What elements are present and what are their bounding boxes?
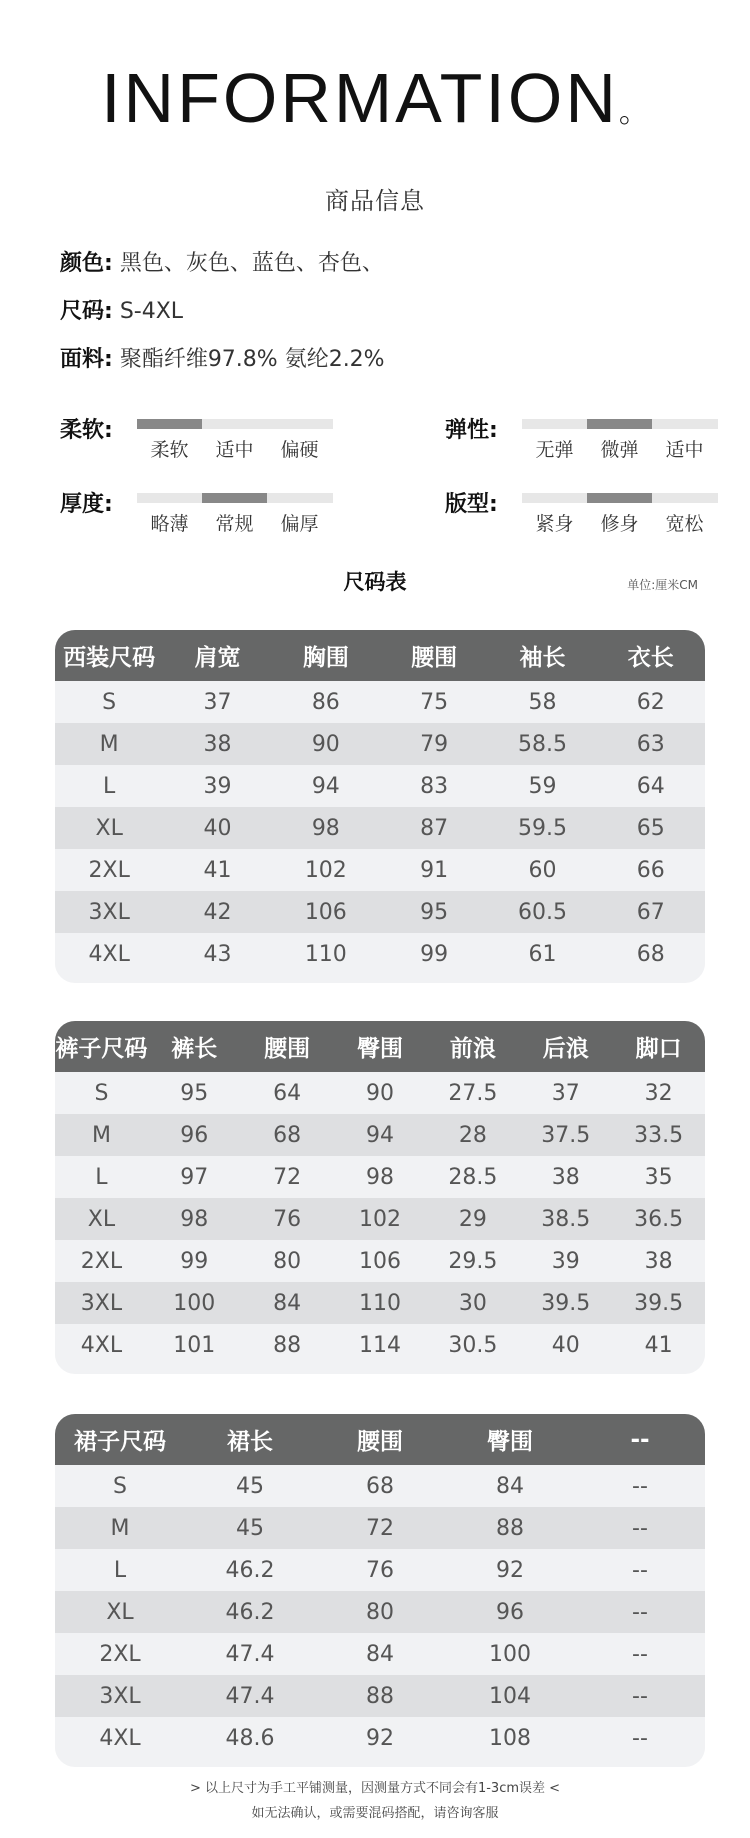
table-cell: -- [632, 1641, 648, 1667]
table-header-cell: 袖长 [519, 645, 566, 671]
table-cell: 95 [420, 899, 449, 925]
table-row [55, 1198, 705, 1240]
table-header-cell: -- [630, 1426, 650, 1453]
table-cell: 97 [180, 1164, 209, 1190]
table-cell: 59 [528, 773, 557, 799]
table-cell: 65 [636, 815, 665, 841]
attr-size-label: 尺码: [60, 299, 113, 324]
table-cell: 102 [359, 1206, 401, 1232]
table-cell: 96 [180, 1122, 209, 1148]
table-cell: 92 [366, 1725, 394, 1751]
attr-size-row [60, 288, 385, 336]
attr-color-value: 黑色、灰色、蓝色、杏色、 [119, 251, 384, 276]
rating-label: 厚度: [60, 492, 113, 517]
table-cell: S [113, 1473, 127, 1499]
table-cell: 76 [273, 1206, 302, 1232]
table-cell: 83 [420, 773, 449, 799]
table-header-cell: 腰围 [264, 1036, 311, 1062]
table-header-cell: 裤子尺码 [55, 1036, 148, 1062]
table-row [55, 1072, 705, 1114]
table-cell: 43 [203, 941, 232, 967]
table-cell: 63 [636, 731, 665, 757]
table-cell: 58.5 [517, 731, 567, 757]
table-cell: 27.5 [448, 1080, 498, 1106]
rating-option: 略薄 [150, 513, 189, 535]
table-row [55, 723, 705, 765]
table-cell: 110 [359, 1290, 401, 1316]
rating-bar [137, 419, 333, 429]
table-cell: 96 [496, 1599, 524, 1625]
table-cell: 33.5 [634, 1122, 684, 1148]
table-cell: 39.5 [634, 1290, 684, 1316]
table-cell: 84 [366, 1641, 394, 1667]
table-cell: 68 [366, 1473, 394, 1499]
table-cell: 72 [366, 1515, 394, 1541]
table-cell: 3XL [88, 899, 130, 925]
table-header-cell: 臀围 [357, 1036, 403, 1062]
table-row [55, 933, 705, 975]
table-cell: 94 [366, 1122, 394, 1148]
table-row [55, 1717, 705, 1759]
table-cell: 72 [273, 1164, 302, 1190]
attributes [60, 240, 385, 384]
rating-bar [137, 493, 333, 503]
table-cell: 4XL [88, 941, 130, 967]
table-cell: 67 [636, 899, 665, 925]
table-cell: 40 [551, 1332, 580, 1358]
table-cell: 4XL [99, 1725, 141, 1751]
table-cell: 66 [636, 857, 665, 883]
table-cell: 28 [458, 1122, 487, 1148]
table-cell: 30.5 [448, 1332, 498, 1358]
rating-options [137, 435, 333, 462]
table-header-cell: 裙子尺码 [74, 1429, 166, 1455]
rating-bar [522, 493, 718, 503]
table-cell: 99 [420, 941, 449, 967]
table-row [55, 1282, 705, 1324]
table-cell: XL [87, 1206, 116, 1232]
table-cell: 59.5 [517, 815, 567, 841]
table-cell: S [94, 1080, 109, 1106]
table-cell: 29.5 [448, 1248, 498, 1274]
table-cell: 41 [644, 1332, 673, 1358]
table-cell: 88 [366, 1683, 394, 1709]
page-subtitle: 商品信息 [325, 187, 425, 215]
rating-option: 无弹 [535, 439, 574, 461]
table-header-cell: 裤长 [171, 1036, 218, 1062]
table-cell: 90 [311, 731, 340, 757]
table-cell: -- [632, 1683, 648, 1709]
table-row [55, 1114, 705, 1156]
rating-option: 偏硬 [280, 439, 319, 461]
table-cell: 2XL [80, 1248, 123, 1274]
table-cell: 2XL [88, 857, 130, 883]
table-cell: XL [106, 1599, 134, 1625]
table-cell: 38 [551, 1164, 580, 1190]
table-cell: -- [632, 1725, 648, 1751]
table-header-cell: 前浪 [449, 1036, 496, 1062]
table-cell: S [102, 689, 117, 715]
header [0, 58, 750, 216]
table-cell: M [110, 1515, 130, 1541]
table-cell: 39 [551, 1248, 580, 1274]
table-cell: 38 [644, 1248, 673, 1274]
table-cell: L [95, 1164, 108, 1190]
table-row [55, 891, 705, 933]
rating-label: 柔软: [60, 418, 113, 443]
table-cell: 114 [359, 1332, 401, 1358]
table-cell: -- [632, 1473, 648, 1499]
table-cell: 61 [528, 941, 557, 967]
table-row [55, 1324, 705, 1366]
table-cell: 102 [304, 857, 347, 883]
rating-option: 常规 [215, 513, 254, 535]
table-row [55, 1240, 705, 1282]
rating-bar [522, 419, 718, 429]
rating-option: 偏厚 [280, 513, 319, 535]
table-cell: 40 [203, 815, 232, 841]
table-cell: L [113, 1557, 127, 1583]
table-cell: 32 [644, 1080, 673, 1106]
table-cell: 80 [273, 1248, 302, 1274]
page-title-text: INFORMATION [101, 59, 619, 137]
table-bottom-pad [55, 1759, 705, 1767]
table-cell: 41 [203, 857, 232, 883]
table-bottom-pad [55, 1366, 705, 1374]
table-cell: 88 [496, 1515, 524, 1541]
table-row [55, 1156, 705, 1198]
table-cell: 64 [273, 1080, 302, 1106]
table-header-cell: 肩宽 [194, 645, 241, 671]
table-row [55, 1675, 705, 1717]
size-table [55, 1414, 705, 1767]
table-cell: 68 [273, 1122, 302, 1148]
table-header-cell: 脚口 [635, 1036, 682, 1062]
table-cell: 37 [551, 1080, 580, 1106]
table-cell: 39 [203, 773, 232, 799]
table-header [55, 1021, 705, 1072]
table-cell: 95 [180, 1080, 209, 1106]
table-header-cell: 后浪 [542, 1036, 589, 1062]
rating-option: 微弹 [600, 439, 639, 461]
size-chart-unit: 单位:厘米CM [627, 578, 698, 592]
table-cell: 68 [636, 941, 665, 967]
table-cell: 90 [366, 1080, 394, 1106]
table-cell: 76 [366, 1557, 394, 1583]
size-chart-title: 尺码表 [343, 570, 407, 594]
table-cell: -- [632, 1599, 648, 1625]
table-row [55, 1633, 705, 1675]
table-cell: 98 [366, 1164, 394, 1190]
table-cell: 101 [173, 1332, 216, 1358]
table-cell: 46.2 [225, 1599, 275, 1625]
rating-option: 修身 [600, 513, 639, 535]
table-cell: 46.2 [225, 1557, 275, 1583]
rating-option: 适中 [215, 439, 254, 461]
table-row [55, 1549, 705, 1591]
table-cell: 47.4 [225, 1641, 275, 1667]
table-cell: 64 [636, 773, 665, 799]
table-cell: 86 [311, 689, 340, 715]
table-cell: 108 [489, 1725, 531, 1751]
rating-options [137, 509, 333, 536]
table-cell: 35 [644, 1164, 673, 1190]
table-cell: 58 [528, 689, 557, 715]
table-cell: 98 [180, 1206, 209, 1232]
table-cell: 104 [489, 1683, 531, 1709]
table-header-cell: 臀围 [487, 1429, 533, 1455]
table-cell: M [99, 731, 119, 757]
table-cell: 84 [273, 1290, 302, 1316]
rating-bar-fill [587, 493, 652, 503]
rating-option: 宽松 [665, 513, 704, 535]
rating-option: 柔软 [150, 439, 189, 461]
rating-option: 适中 [665, 439, 704, 461]
table-header [55, 1414, 705, 1465]
table-cell: 100 [489, 1641, 531, 1667]
table-row [55, 765, 705, 807]
table-cell: 30 [458, 1290, 487, 1316]
table-cell: 38 [203, 731, 232, 757]
table-header-cell: 胸围 [302, 645, 349, 671]
table-row [55, 807, 705, 849]
table-header-cell: 西装尺码 [63, 645, 156, 671]
rating-bar-fill [137, 419, 202, 429]
table-cell: 87 [420, 815, 449, 841]
table-cell: 100 [173, 1290, 216, 1316]
rating-label: 版型: [445, 492, 498, 517]
table-cell: 99 [180, 1248, 209, 1274]
table-cell: 75 [420, 689, 449, 715]
table-row [55, 1507, 705, 1549]
table-row [55, 1591, 705, 1633]
table-cell: 42 [203, 899, 232, 925]
table-cell: 39.5 [541, 1290, 591, 1316]
rating-label: 弹性: [445, 418, 498, 443]
table-cell: 60 [528, 857, 557, 883]
size-table [55, 1021, 705, 1374]
table-cell: 36.5 [634, 1206, 684, 1232]
table-cell: 110 [304, 941, 347, 967]
table-cell: -- [632, 1515, 648, 1541]
page-title [0, 58, 750, 153]
table-cell: 106 [359, 1248, 401, 1274]
table-cell: 38.5 [541, 1206, 591, 1232]
table-row [55, 1465, 705, 1507]
rating-options [522, 435, 718, 462]
rating-bar-fill [587, 419, 652, 429]
table-header [55, 630, 705, 681]
table-header-cell: 衣长 [627, 645, 674, 671]
table-cell: -- [632, 1557, 648, 1583]
table-cell: 91 [420, 857, 449, 883]
table-cell: 47.4 [225, 1683, 275, 1709]
page-title-dot: 。 [618, 96, 649, 129]
table-cell: 92 [496, 1557, 524, 1583]
table-cell: 98 [311, 815, 340, 841]
table-cell: 45 [236, 1515, 264, 1541]
table-header-cell: 腰围 [357, 1429, 403, 1455]
table-cell: 94 [311, 773, 340, 799]
table-cell: 88 [273, 1332, 302, 1358]
attr-color-row [60, 240, 385, 288]
table-row [55, 849, 705, 891]
attr-fabric-row [60, 336, 385, 384]
rating-option: 紧身 [535, 513, 574, 535]
table-cell: XL [95, 815, 123, 841]
footer-note: > 以上尺寸为手工平铺测量，因测量方式不同会有1-3cm误差 < [189, 1781, 561, 1796]
table-cell: 37.5 [541, 1122, 591, 1148]
table-row [55, 681, 705, 723]
table-cell: 4XL [80, 1332, 123, 1358]
table-bottom-pad [55, 975, 705, 983]
table-cell: 106 [304, 899, 347, 925]
table-cell: 2XL [99, 1641, 141, 1667]
table-cell: 3XL [99, 1683, 141, 1709]
size-table [55, 630, 705, 983]
table-cell: 84 [496, 1473, 524, 1499]
table-cell: L [103, 773, 116, 799]
table-cell: 45 [236, 1473, 264, 1499]
rating-bar-fill [202, 493, 267, 503]
table-cell: 48.6 [225, 1725, 275, 1751]
table-cell: 37 [203, 689, 232, 715]
table-cell: 80 [366, 1599, 394, 1625]
table-cell: 29 [458, 1206, 487, 1232]
rating-options [522, 509, 718, 536]
attr-color-label: 颜色: [60, 251, 113, 276]
footer-contact: 如无法确认，或需要混码搭配，请咨询客服 [251, 1806, 499, 1821]
table-cell: 3XL [80, 1290, 123, 1316]
table-cell: 28.5 [448, 1164, 498, 1190]
table-cell: M [91, 1122, 111, 1148]
attr-fabric-value: 聚酯纤维97.8% 氨纶2.2% [119, 347, 385, 372]
table-cell: 79 [420, 731, 449, 757]
attr-fabric-label: 面料: [60, 347, 113, 372]
table-cell: 62 [636, 689, 665, 715]
table-cell: 60.5 [517, 899, 567, 925]
attr-size-value: S-4XL [119, 299, 184, 324]
table-header-cell: 裙长 [227, 1429, 273, 1455]
table-header-cell: 腰围 [411, 645, 458, 671]
